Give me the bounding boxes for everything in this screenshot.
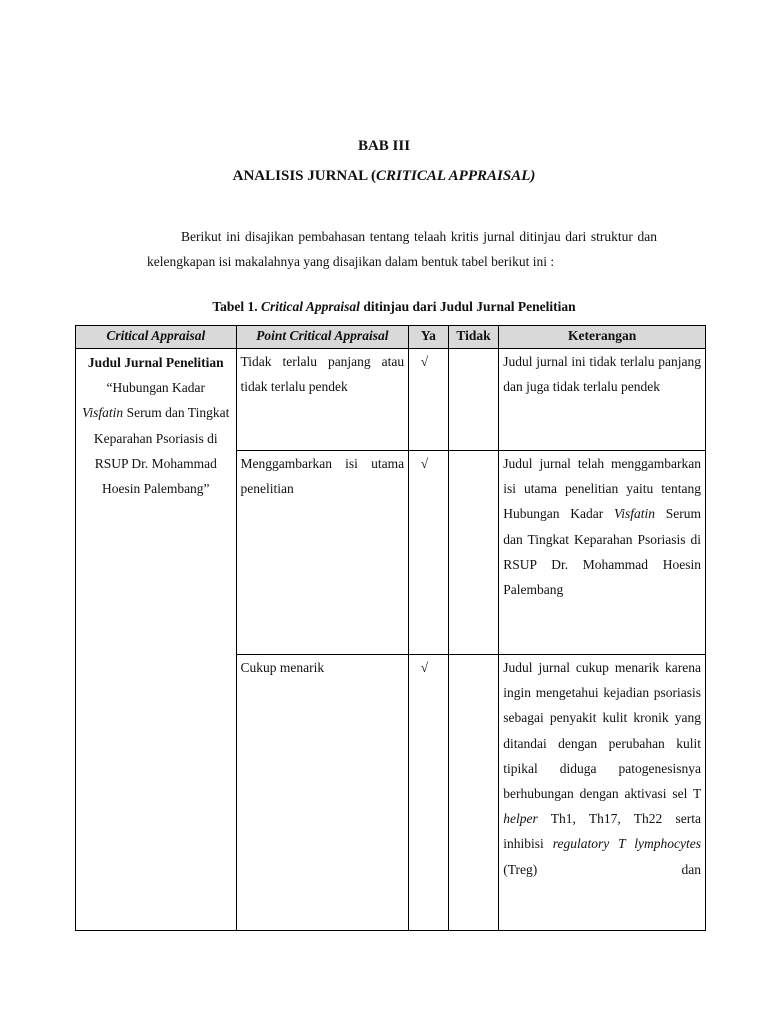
caption-italic: Critical Appraisal — [261, 299, 360, 314]
keterangan-text-a: Judul jurnal telah menggambarkan isi utama penelitian yaitu tentang Hubungan Kadar — [503, 456, 701, 522]
table-header-row — [76, 326, 706, 349]
ya-cell: √ — [409, 349, 449, 451]
keterangan-italic: Visfatin — [613, 506, 655, 522]
keterangan-text-b: Th1, Th17, Th22 serta inhibisi — [503, 811, 701, 852]
header-keterangan: Keterangan — [499, 326, 706, 349]
chapter-title — [0, 168, 768, 185]
journal-title-rest: Serum dan Tingkat Keparahan Psoriasis di RSUP Dr. Mohammad Hoesin Palembang” — [93, 405, 230, 497]
keterangan-text-c: (Treg) dan — [503, 861, 701, 877]
header-ya: Ya — [409, 326, 449, 349]
intro-text: Berikut ini disajikan pembahasan tentang telaah kritis jurnal ditinjau dari struktur dan kelengkapan isi makalahnya yang disajikan dalam bentuk tabel berikut ini : — [147, 229, 657, 269]
table-row — [76, 349, 706, 451]
keterangan-italic-treg: regulatory T lymphocytes — [552, 836, 702, 852]
point-cell: Tidak terlalu panjang atau tidak terlalu pendek — [236, 349, 409, 451]
journal-title-italic: Visfatin — [82, 405, 124, 421]
tidak-cell — [448, 349, 499, 451]
chapter-heading: BAB III — [357, 138, 411, 154]
intro-paragraph — [147, 224, 657, 274]
keterangan-italic-helper: helper — [503, 811, 538, 827]
header-tidak: Tidak — [448, 326, 499, 349]
keterangan-cell — [499, 655, 706, 931]
caption-suffix: ditinjau dari Judul Jurnal Penelitian — [363, 299, 576, 314]
keterangan-text-b: Serum dan Tingkat Keparahan Psoriasis di RSUP Dr. Mohammad Hoesin Palembang — [503, 506, 701, 598]
point-cell: Cukup menarik — [236, 655, 409, 931]
header-point-critical-appraisal: Point Critical Appraisal — [236, 326, 409, 349]
point-cell: Menggambarkan isi utama penelitian — [236, 451, 409, 655]
keterangan-cell — [499, 451, 706, 655]
chapter-title-prefix: ANALISIS JURNAL ( — [232, 168, 377, 184]
keterangan-cell: Judul jurnal ini tidak terlalu panjang dan juga tidak terlalu pendek — [499, 349, 706, 451]
tidak-cell — [448, 451, 499, 655]
ya-cell: √ — [409, 451, 449, 655]
journal-title-cell — [76, 349, 237, 931]
table-caption — [0, 299, 768, 315]
caption-prefix: Tabel 1. — [212, 299, 258, 314]
ya-cell: √ — [409, 655, 449, 931]
appraisal-table — [75, 325, 706, 931]
header-critical-appraisal: Critical Appraisal — [76, 326, 237, 349]
keterangan-text-a: Judul jurnal cukup menarik karena ingin mengetahui kejadian psoriasis sebagai penyakit kulit kronik yang ditandai dengan perubahan kulit tipikal diduga patogenesisnya berhubungan dengan aktivasi sel T — [503, 660, 701, 802]
tidak-cell — [448, 655, 499, 931]
journal-title-open: “Hubungan Kadar — [106, 380, 206, 396]
journal-title-label: Judul Jurnal Penelitian — [87, 355, 224, 370]
chapter-title-italic: CRITICAL APPRAISAL) — [376, 168, 536, 184]
